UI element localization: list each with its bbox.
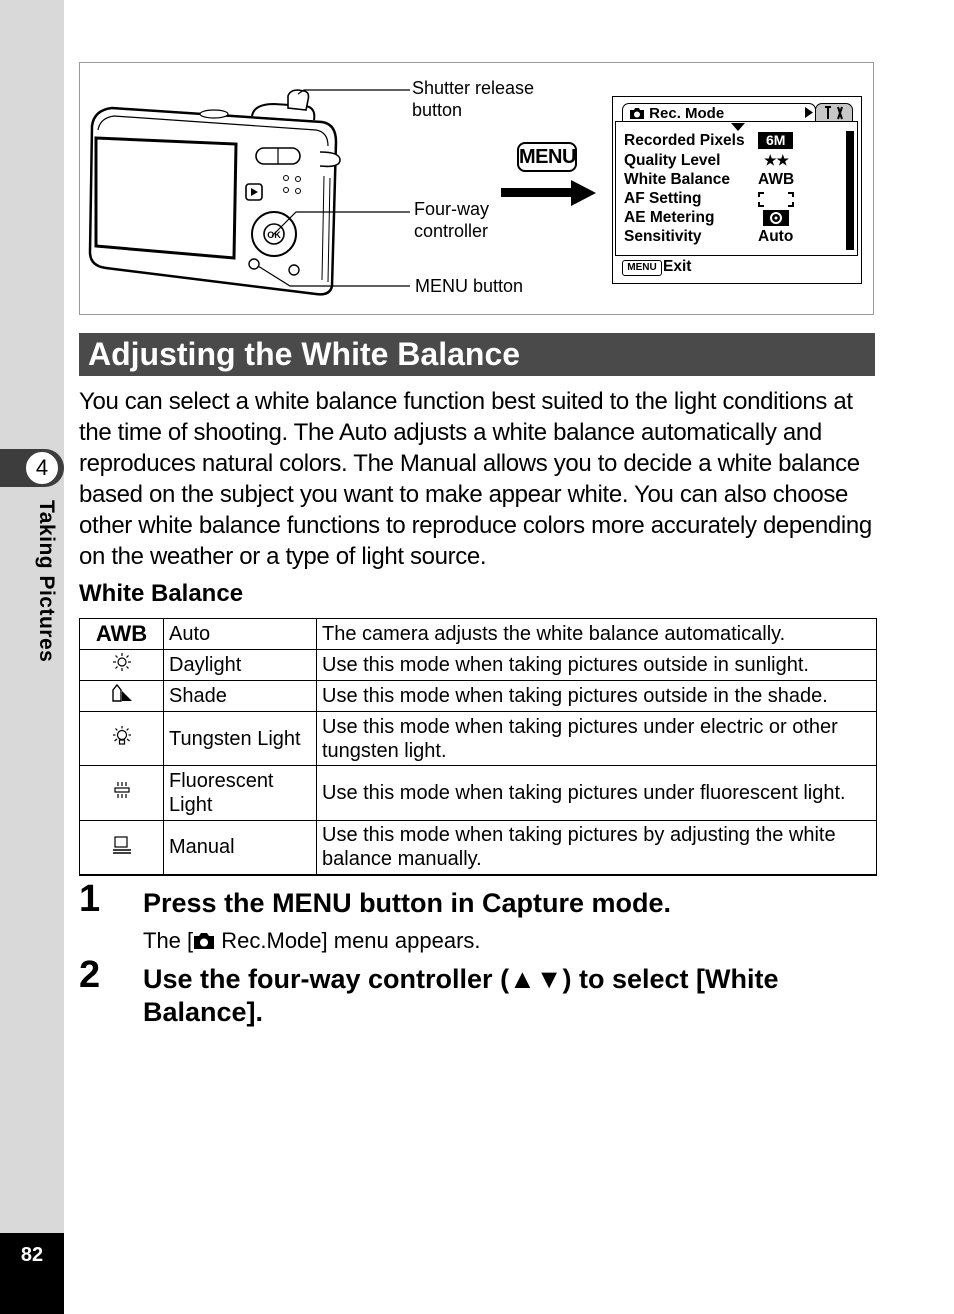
svg-text:OK: OK — [267, 230, 281, 240]
menu-row-label: Quality Level — [624, 152, 721, 169]
fourway-label-2: controller — [414, 221, 489, 241]
menu-mini-icon: MENU — [622, 260, 662, 276]
table-row — [80, 712, 877, 766]
fluorescent-icon — [80, 766, 164, 821]
tungsten-icon — [80, 712, 164, 766]
menu-key-icon: MENU — [517, 142, 577, 172]
page-number: 82 — [20, 1244, 44, 1266]
mode-description: Use this mode when taking pictures under electric or other tungsten light. — [317, 712, 877, 766]
menu-row-label: Recorded Pixels — [624, 132, 745, 149]
white-balance-table — [79, 618, 877, 876]
exit-label: Exit — [663, 258, 692, 275]
mode-description: Use this mode when taking pictures under fluorescent light. — [317, 766, 877, 821]
mode-description: Use this mode when taking pictures outside in the shade. — [317, 681, 877, 712]
camera-icon — [629, 107, 645, 120]
rec-mode-tab — [622, 103, 816, 122]
mode-name: Fluorescent Light — [164, 766, 317, 821]
menu-row-label: AE Metering — [624, 209, 715, 226]
mode-description: The camera adjusts the white balance automatically. — [317, 619, 877, 650]
mode-description: Use this mode when taking pictures outside in sunlight. — [317, 650, 877, 681]
sun-icon — [80, 650, 164, 681]
shade-icon — [80, 681, 164, 712]
table-heading: White Balance — [79, 580, 244, 607]
ae-metering-icon — [762, 209, 790, 227]
setup-tab — [815, 103, 853, 122]
step-text: Use the four-way controller (▲▼) to select [White Balance]. — [143, 964, 779, 1027]
step-number: 1 — [79, 878, 101, 920]
menu-row-label: AF Setting — [624, 190, 702, 207]
section-title: Adjusting the White Balance — [88, 336, 521, 372]
menu-row-label: Sensitivity — [624, 228, 702, 245]
table-row — [80, 650, 877, 681]
arrow-right-icon — [501, 188, 573, 197]
tab-arrow-right-icon — [805, 107, 813, 118]
shutter-label-2: button — [412, 100, 463, 120]
menu-row-label: White Balance — [624, 171, 730, 188]
rec-mode-title: Rec. Mode — [649, 105, 725, 122]
mode-description: Use this mode when taking pictures by adjusting the white balance manually. — [317, 821, 877, 875]
step-subtext: The [ Rec.Mode] menu appears. — [143, 928, 481, 953]
table-row — [80, 821, 877, 875]
wrench-icon — [816, 104, 852, 122]
mode-name: Shade — [164, 681, 317, 712]
af-frame-icon — [758, 192, 794, 207]
chapter-number: 4 — [25, 451, 59, 485]
chapter-name: Taking Pictures — [35, 500, 58, 663]
table-row — [80, 766, 877, 821]
step-number: 2 — [79, 954, 101, 996]
manual-wb-icon — [80, 821, 164, 875]
table-row — [80, 681, 877, 712]
step-text: Press the MENU button in Capture mode. — [143, 888, 672, 918]
awb-icon: AWB — [80, 619, 164, 650]
white-balance-value: AWB — [758, 171, 795, 188]
camera-icon — [193, 932, 215, 950]
recorded-pixels-value: 6M — [758, 132, 793, 149]
shutter-label-1: Shutter release — [412, 78, 535, 98]
menu-button-label: MENU button — [415, 276, 524, 296]
mode-name: Tungsten Light — [164, 712, 317, 766]
mode-name: Daylight — [164, 650, 317, 681]
fourway-label-1: Four-way — [414, 199, 490, 219]
quality-level-value: ★★ — [764, 152, 790, 168]
menu-scrollbar — [846, 131, 854, 250]
mode-name: Auto — [164, 619, 317, 650]
mode-name: Manual — [164, 821, 317, 875]
table-row — [80, 619, 877, 650]
intro-paragraph: You can select a white balance function best suited to the light conditions at the time of shooting. The Auto adjusts a white balance automatically and reproduces natural colors. The Manual allows you to decide a white balance based on the subject you want to make appear white. You can also choose other white balance functions to reproduce colors more accurately depending on the weather or a type of light source. — [79, 388, 872, 570]
arrow-right-head — [571, 180, 596, 206]
sensitivity-value: Auto — [758, 228, 794, 245]
